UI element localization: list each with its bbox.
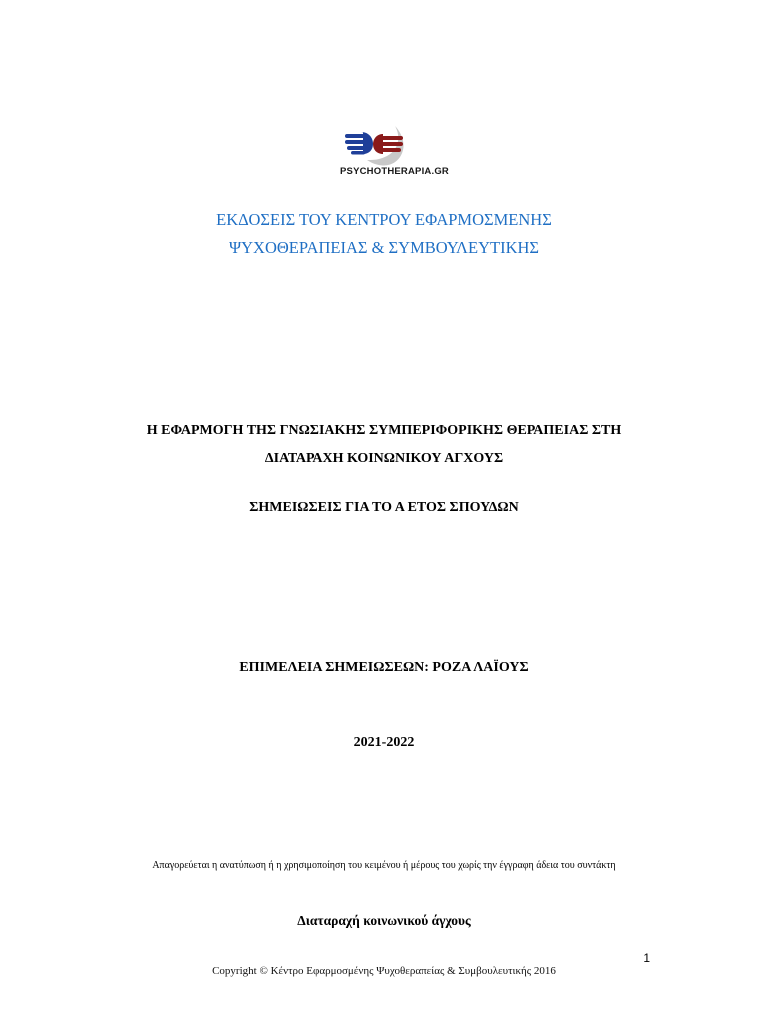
editor-credit: ΕΠΙΜΕΛΕΙΑ ΣΗΜΕΙΩΣΕΩΝ: ΡΟΖΑ ΛΑΪΟΥΣ — [239, 660, 529, 675]
document-subtitle: ΣΗΜΕΙΩΣΕΙΣ ΓΙΑ ΤΟ Α ΕΤΟΣ ΣΠΟΥΔΩΝ — [249, 500, 519, 515]
copyright-notice: Απαγορεύεται η ανατύπωση ή η χρησιμοποίηση του κειμένου ή μέρους του χωρίς την έγγραφη άδεια του συντάκτη — [152, 860, 616, 871]
document-title-line-1: Η ΕΦΑΡΜΟΓΗ ΤΗΣ ΓΝΩΣΙΑΚΗΣ ΣΥΜΠΕΡΙΦΟΡΙΚΗΣ ΘΕΡΑΠΕΙΑΣ ΣΤΗ — [146, 423, 622, 438]
document-subject: Διαταραχή κοινωνικού άγχους — [297, 913, 471, 928]
hands-logo-icon — [337, 120, 457, 168]
logo-text: PSYCHOTHERAPIA.GR — [340, 166, 449, 177]
document-title-line-2: ΔΙΑΤΑΡΑΧΗ ΚΟΙΝΩΝΙΚΟΥ ΑΓΧΟΥΣ — [264, 451, 504, 466]
academic-year: 2021-2022 — [353, 735, 415, 750]
publisher-line-1: ΕΚΔΟΣΕΙΣ ΤΟΥ ΚΕΝΤΡΟΥ ΕΦΑΡΜΟΣΜΕΝΗΣ — [216, 210, 552, 229]
publisher-line-2: ΨΥΧΟΘΕΡΑΠΕΙΑΣ & ΣΥΜΒΟΥΛΕΥΤΙΚΗΣ — [228, 238, 540, 257]
page-footer: Copyright © Κέντρο Εφαρμοσμένης Ψυχοθεραπείας & Συμβουλευτικής 2016 — [212, 965, 556, 977]
page-number: 1 — [643, 951, 650, 965]
publisher-heading — [0, 206, 768, 262]
